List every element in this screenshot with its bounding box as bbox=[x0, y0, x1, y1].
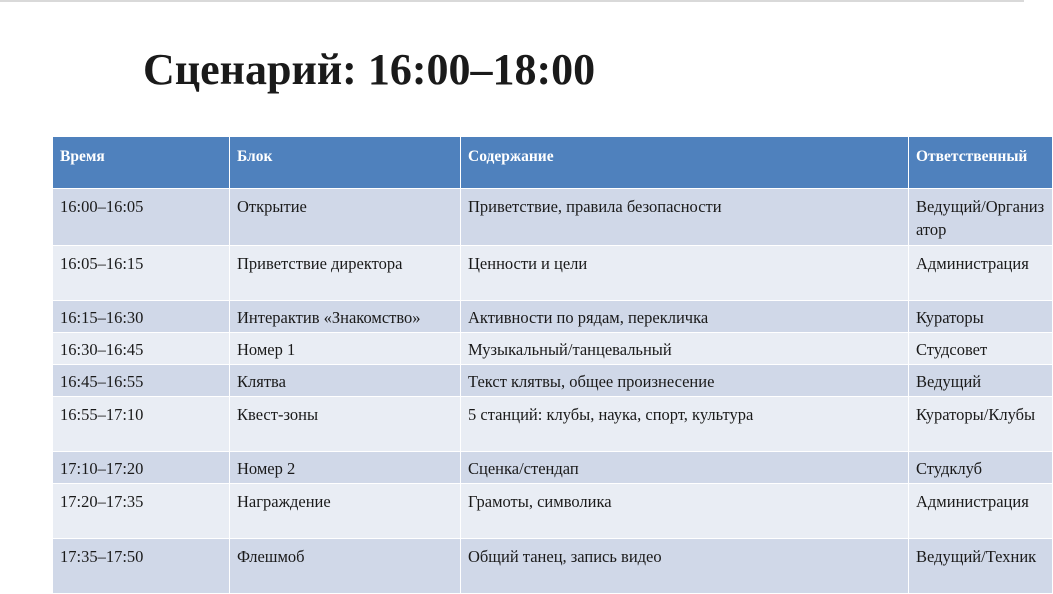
cell-time: 17:20–17:35 bbox=[53, 484, 230, 539]
cell-time: 16:30–16:45 bbox=[53, 333, 230, 365]
cell-block: Номер 1 bbox=[230, 333, 461, 365]
cell-block: Флешмоб bbox=[230, 539, 461, 594]
cell-content: 5 станций: клубы, наука, спорт, культура bbox=[461, 397, 909, 452]
cell-time: 16:00–16:05 bbox=[53, 189, 230, 246]
slide-title: Сценарий: 16:00–18:00 bbox=[143, 45, 596, 94]
table-row bbox=[53, 365, 1053, 397]
cell-time: 17:10–17:20 bbox=[53, 452, 230, 484]
cell-responsible: Кураторы bbox=[909, 301, 1053, 333]
table-row bbox=[53, 189, 1053, 246]
cell-content: Общий танец, запись видео bbox=[461, 539, 909, 594]
cell-responsible: Ведущий/Организатор bbox=[909, 189, 1053, 246]
cell-content: Активности по рядам, перекличка bbox=[461, 301, 909, 333]
header-time: Время bbox=[53, 137, 230, 189]
cell-responsible: Кураторы/Клубы bbox=[909, 397, 1053, 452]
cell-block: Номер 2 bbox=[230, 452, 461, 484]
cell-content: Текст клятвы, общее произнесение bbox=[461, 365, 909, 397]
table-row bbox=[53, 301, 1053, 333]
table-row bbox=[53, 539, 1053, 594]
table-row bbox=[53, 452, 1053, 484]
header-responsible: Ответственный bbox=[909, 137, 1053, 189]
table-row bbox=[53, 333, 1053, 365]
top-divider bbox=[0, 0, 1024, 2]
header-content: Содержание bbox=[461, 137, 909, 189]
table-row bbox=[53, 246, 1053, 301]
table-header-row bbox=[53, 137, 1053, 189]
cell-content: Сценка/стендап bbox=[461, 452, 909, 484]
schedule-table bbox=[52, 136, 1053, 594]
cell-block: Клятва bbox=[230, 365, 461, 397]
cell-content: Приветствие, правила безопасности bbox=[461, 189, 909, 246]
cell-time: 16:15–16:30 bbox=[53, 301, 230, 333]
cell-responsible: Администрация bbox=[909, 484, 1053, 539]
cell-content: Грамоты, символика bbox=[461, 484, 909, 539]
cell-responsible: Ведущий/Техник bbox=[909, 539, 1053, 594]
cell-time: 16:45–16:55 bbox=[53, 365, 230, 397]
schedule-table-container bbox=[52, 136, 1045, 574]
cell-time: 17:35–17:50 bbox=[53, 539, 230, 594]
cell-content: Музыкальный/танцевальный bbox=[461, 333, 909, 365]
cell-responsible: Студклуб bbox=[909, 452, 1053, 484]
cell-block: Открытие bbox=[230, 189, 461, 246]
header-block: Блок bbox=[230, 137, 461, 189]
cell-responsible: Ведущий bbox=[909, 365, 1053, 397]
cell-block: Квест-зоны bbox=[230, 397, 461, 452]
cell-responsible: Студсовет bbox=[909, 333, 1053, 365]
cell-block: Награждение bbox=[230, 484, 461, 539]
cell-block: Приветствие директора bbox=[230, 246, 461, 301]
cell-block: Интерактив «Знакомство» bbox=[230, 301, 461, 333]
table-row bbox=[53, 484, 1053, 539]
cell-time: 16:05–16:15 bbox=[53, 246, 230, 301]
table-row bbox=[53, 397, 1053, 452]
cell-content: Ценности и цели bbox=[461, 246, 909, 301]
cell-responsible: Администрация bbox=[909, 246, 1053, 301]
cell-time: 16:55–17:10 bbox=[53, 397, 230, 452]
